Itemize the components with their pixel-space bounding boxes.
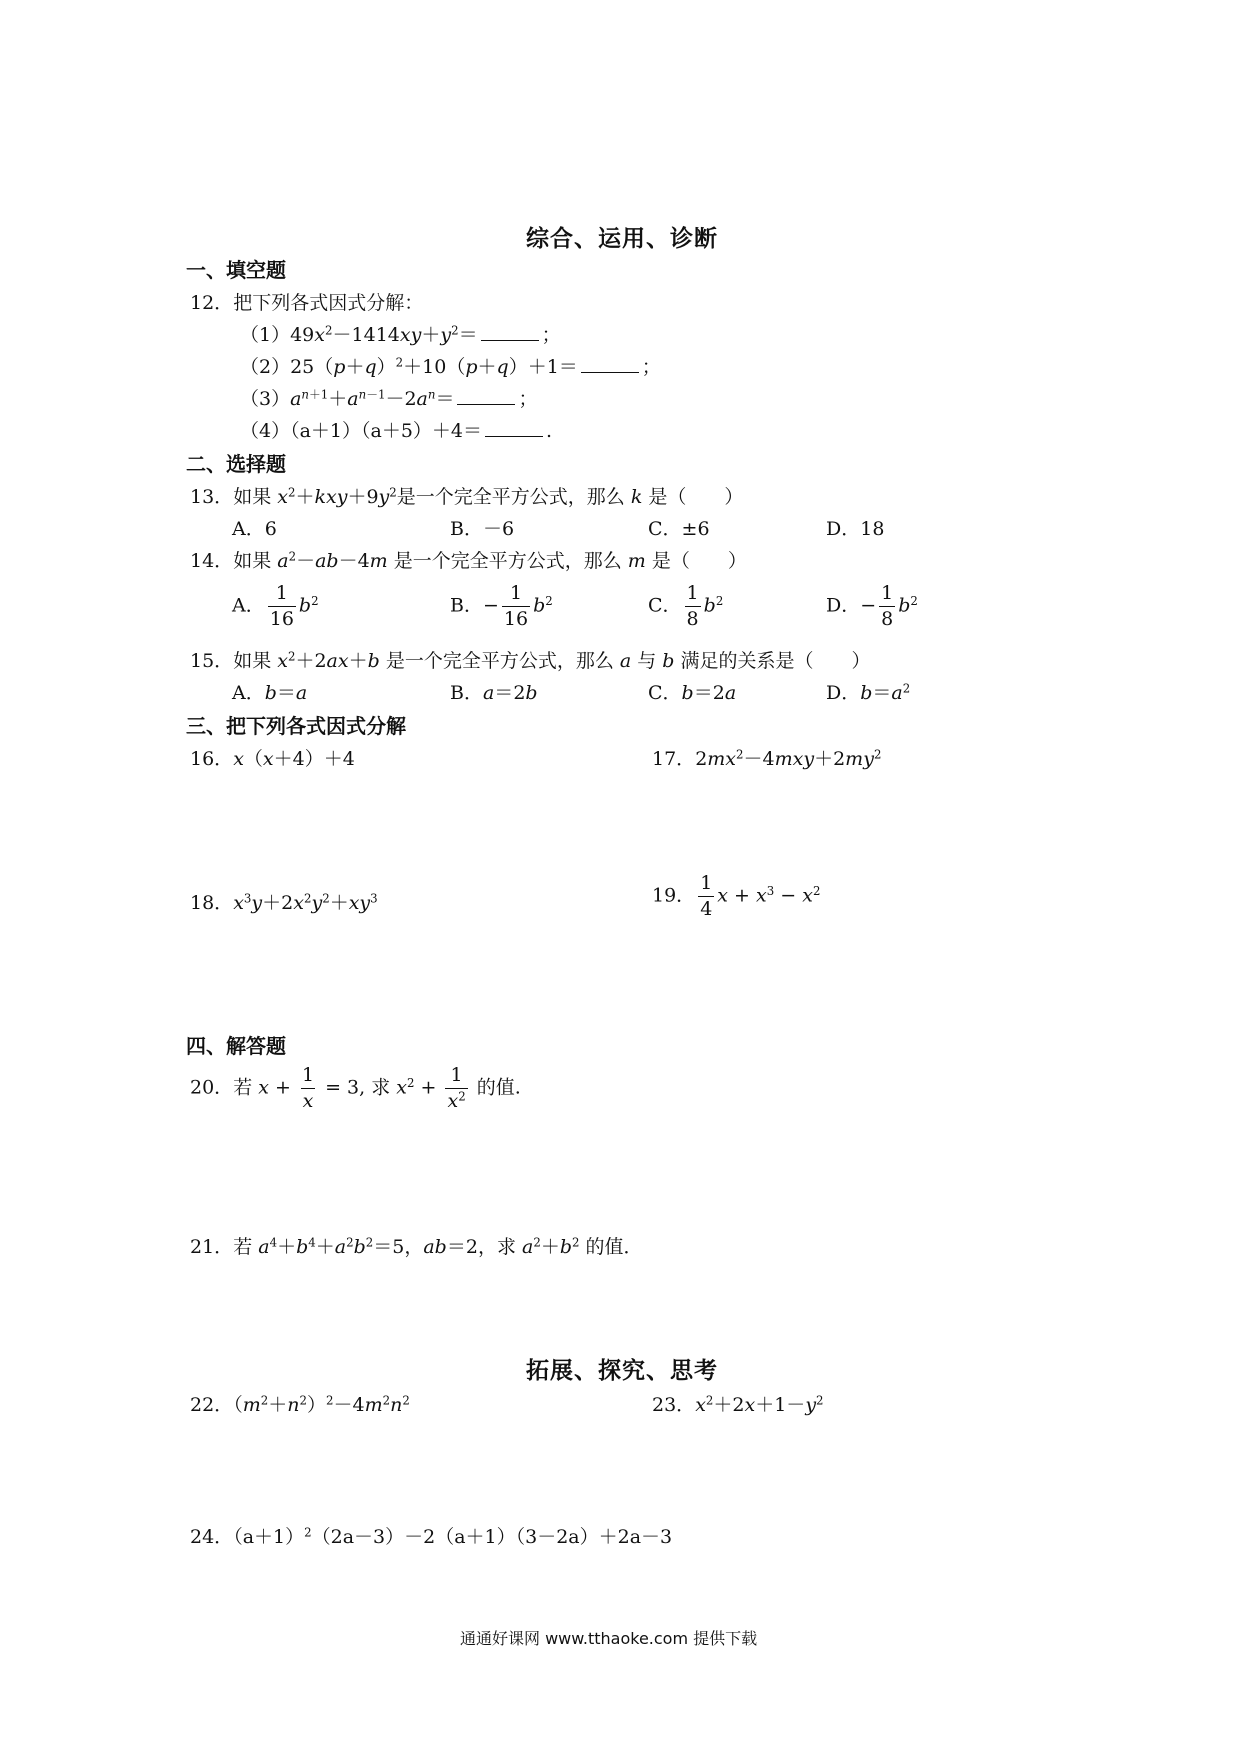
q14-option-b[interactable]: B．− $\frac{1}{16}$ $b^2$ <box>450 582 553 630</box>
q13-option-c[interactable]: C．±6 <box>648 518 710 540</box>
q12-part-4: （4）（a＋1）（a＋5）＋4＝ . <box>240 420 553 442</box>
q15-option-a[interactable]: A．b＝a <box>232 682 308 704</box>
page-title: 综合、运用、诊断 <box>526 225 718 252</box>
extension-title: 拓展、探究、思考 <box>526 1357 718 1384</box>
q14-option-d[interactable]: D．− $\frac{1}{8}$ $b^2$ <box>826 582 918 630</box>
q12-part-2: $(2)25(p+q)^2+10(p+q)+1=$ ； <box>240 355 661 378</box>
section-solve: 四、解答题 <box>186 1034 286 1058</box>
q15-option-c[interactable]: C．b＝2a <box>648 682 737 704</box>
question-13: 13．如果 $x^2+kxy+9y^2$是一个完全平方公式，那么 k 是（ ） <box>190 485 744 508</box>
question-19: 19． $\frac{1}{4}$ $x + x^3 - x^2$ <box>652 872 821 920</box>
answer-blank[interactable] <box>581 356 639 373</box>
question-16: 16．x（x＋4）＋4 <box>190 748 355 770</box>
q13-option-a[interactable]: A．6 <box>232 518 277 540</box>
question-24: 24．$(a+1)^2(2a-3)-2(a+1)(3-2a)+2a-3$ <box>190 1525 673 1548</box>
q13-option-b[interactable]: B．－6 <box>450 518 515 540</box>
question-22: 22．$(m^2+n^2)^2-4m^2n^2$ <box>190 1393 410 1416</box>
answer-blank[interactable] <box>481 324 539 341</box>
fraction: $\frac{1}{x}$ <box>301 1064 315 1112</box>
fraction: $\frac{1}{8}$ <box>686 582 699 630</box>
answer-blank[interactable] <box>457 388 515 405</box>
question-14: 14．如果 $a^2-ab-4m$ 是一个完全平方公式，那么 m 是（ ） <box>190 549 747 572</box>
question-stem: 把下列各式因式分解： <box>233 292 424 314</box>
fraction: $\frac{1}{4}$ <box>700 872 713 920</box>
fraction: $\frac{1}{8}$ <box>881 582 894 630</box>
footer-credit: 通通好课网 www.tthaoke.com 提供下载 <box>460 1629 758 1648</box>
q12-part-3: $(3)a^{n+1}+a^{n-1}-2a^n=$ ； <box>240 387 538 410</box>
q13-option-d[interactable]: D．18 <box>826 518 885 540</box>
question-23: 23．$x^2+2x+1-y^2$ <box>652 1393 824 1416</box>
q14-option-a[interactable]: A． $\frac{1}{16}$ $b^2$ <box>232 582 319 630</box>
q15-option-b[interactable]: B．a＝2b <box>450 682 538 704</box>
section-fill-blank: 一、填空题 <box>186 258 286 282</box>
answer-blank[interactable] <box>485 420 543 437</box>
question-18: 18．$x^3y+2x^2y^2+xy^3$ <box>190 891 378 914</box>
section-multiple-choice: 二、选择题 <box>186 452 286 476</box>
fraction: $\frac{1}{x^2}$ <box>447 1064 466 1112</box>
question-12 <box>190 288 423 315</box>
question-number: 12． <box>190 292 234 314</box>
q15-option-d[interactable]: D．$b=a^2$ <box>826 681 911 704</box>
fraction: $\frac{1}{16}$ <box>269 582 294 630</box>
question-20: 20．若 x + $\frac{1}{x}$ = 3, 求 $x^2$ + $\frac{1}{x^2}$ 的值. <box>190 1064 521 1112</box>
q14-option-c[interactable]: C． $\frac{1}{8}$ $b^2$ <box>648 582 724 630</box>
question-21: 21．若 $a^4+b^4+a^2b^2=5$，ab＝2，求 $a^2+b^2$ 的值． <box>190 1235 643 1258</box>
fraction: $\frac{1}{16}$ <box>503 582 529 630</box>
q12-part-1: $(1)49x^2-1414xy+y^2=$ ； <box>240 323 561 346</box>
question-17: 17．$2mx^2-4mxy+2my^2$ <box>652 747 882 770</box>
question-15: 15．如果 $x^2+2ax+b$ 是一个完全平方公式，那么 a 与 b 满足的关系是（ ） <box>190 649 871 672</box>
section-factorize: 三、把下列各式因式分解 <box>186 714 406 738</box>
